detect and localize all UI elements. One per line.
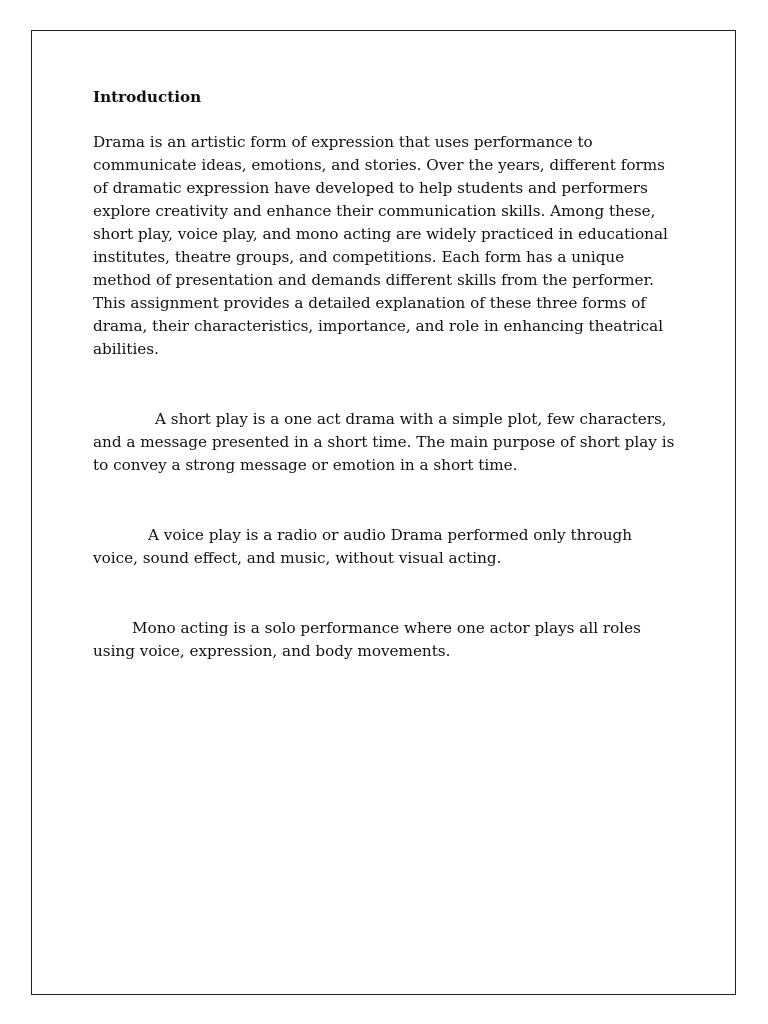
- paragraph-introduction: Drama is an artistic form of expression that uses performance to communicate ideas, emotions, and stories. Over the years, different forms of dramatic expression have developed to help students and performers explore creativity and enhance their communication skills. Among these, short play, voice play, and mono acting are widely practiced in educational institutes, theatre groups, and competitions. Each form has a unique method of presentation and demands different skills from the performer. This assignment provides a detailed explanation of these three forms of drama, their characteristics, importance, and role in enhancing theatrical abilities.: [93, 133, 668, 358]
- document-body: [93, 86, 678, 663]
- paragraph-voice-play: A voice play is a radio or audio Drama performed only through voice, sound effect, and music, without visual acting.: [93, 526, 633, 567]
- paragraph-mono-acting: Mono acting is a solo performance where one actor plays all roles using voice, expression, and body movements.: [93, 619, 641, 660]
- section-heading: Introduction: [93, 88, 202, 106]
- paragraph-short-play: A short play is a one act drama with a simple plot, few characters, and a message presented in a short time. The main purpose of short play is to convey a strong message or emotion in a short time.: [93, 410, 675, 474]
